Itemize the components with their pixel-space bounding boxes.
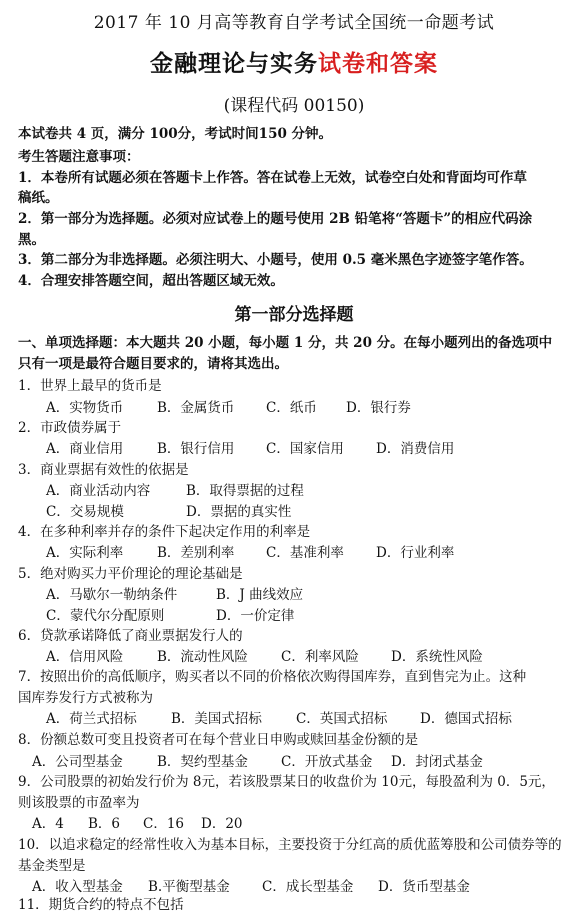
paper-title (0, 45, 588, 78)
answer-option: D．票据的真实性 (186, 504, 292, 520)
section-description: 只有一项是最符合题目要求的，请将其选出。 (18, 356, 288, 372)
question-stem: 1．世界上最早的货币是 (18, 378, 162, 394)
answer-option: B．金属货币 (157, 400, 235, 416)
answer-option: B．J 曲线效应 (216, 587, 304, 603)
course-code: (课程代码 00150) (223, 96, 365, 116)
paper-title-black: 金融理论与实务 (150, 50, 318, 77)
answer-option: A．马歇尔一勒纳条件 (46, 587, 178, 603)
answer-option: D．银行券 (346, 400, 411, 416)
answer-option: B．6 (88, 816, 121, 832)
part1-title: 第一部分选择题 (234, 305, 354, 325)
instruction-line: 稿纸。 (18, 190, 59, 206)
question-stem: 7．按照出价的高低顺序，购买者以不同的价格依次购得国库券，直到售完为止。这种 (18, 669, 527, 685)
answer-option: A．4 (32, 816, 64, 832)
question-stem: 2．市政债券属于 (18, 420, 122, 436)
answer-option: D．消费信用 (376, 441, 455, 457)
answer-option: A．商业活动内容 (46, 483, 151, 499)
answer-option: B.平衡型基金 (148, 879, 230, 895)
answer-option: D．行业利率 (376, 545, 455, 561)
answer-option: C．国家信用 (266, 441, 344, 457)
answer-option: B．差别利率 (157, 545, 235, 561)
answer-option: A．公司型基金 (32, 754, 123, 770)
paper-intro: 本试卷共 4 页，满分 100分，考试时间150 分钟。 (18, 126, 333, 142)
question-stem-continued: 国库券发行方式被称为 (18, 690, 153, 706)
question-stem: 9．公司股票的初始发行价为 8元，若该股票某日的收盘价为 10元，每股盈利为 0．5元， (18, 774, 555, 790)
answer-option: C．纸币 (266, 400, 317, 416)
answer-option: B．银行信用 (157, 441, 235, 457)
instruction-line: 2．第一部分为选择题。必须对应试卷上的题号使用 2B 铅笔将“答题卡”的相应代码涂 (18, 211, 533, 227)
question-stem-continued: 则该股票的市盈率为 (18, 795, 140, 811)
instructions-heading: 考生答题注意事项： (18, 149, 140, 165)
answer-option: A．实物货币 (46, 400, 124, 416)
answer-option: C．蒙代尔分配原则 (46, 608, 165, 624)
question-stem: 5．绝对购买力平价理论的理论基础是 (18, 566, 243, 582)
answer-option: A．荷兰式招标 (46, 711, 137, 727)
answer-option: D．系统性风险 (391, 649, 483, 665)
instruction-line: 4．合理安排答题空间，超出答题区域无效。 (18, 273, 284, 289)
answer-option: C．利率风险 (281, 649, 359, 665)
answer-option: A．收入型基金 (32, 879, 123, 895)
answer-option: C．成长型基金 (262, 879, 354, 895)
answer-option: C．基准利率 (266, 545, 344, 561)
answer-option: B．取得票据的过程 (186, 483, 304, 499)
instruction-line: 3．第二部分为非选择题。必须注明大、小题号，使用 0.5 毫米黑色字迹签字笔作答。 (18, 252, 533, 268)
answer-option: D．德国式招标 (420, 711, 512, 727)
question-stem: 3．商业票据有效性的依据是 (18, 462, 189, 478)
instruction-line: 1．本卷所有试题必须在答题卡上作答。答在试卷上无效，试卷空白处和背面均可作草 (18, 170, 527, 186)
question-stem: 8．份额总数可变且投资者可在每个营业日申购或赎回基金份额的是 (18, 732, 419, 748)
answer-option: C．交易规模 (46, 504, 124, 520)
section-description: 一、单项选择题：本大题共 20 小题，每小题 1 分，共 20 分。在每小题列出的备选项中 (18, 335, 553, 351)
answer-option: C．16 (143, 816, 185, 832)
answer-option: D．20 (201, 816, 243, 832)
answer-option: B．流动性风险 (157, 649, 248, 665)
answer-option: A．信用风险 (46, 649, 124, 665)
answer-option: B．契约型基金 (157, 754, 248, 770)
answer-option: C．英国式招标 (296, 711, 388, 727)
question-stem: 6．贷款承诺降低了商业票据发行人的 (18, 628, 243, 644)
question-stem-continued: 基金类型是 (18, 858, 86, 874)
answer-option: A．商业信用 (46, 441, 124, 457)
answer-option: D．货币型基金 (378, 879, 470, 895)
answer-option: D．一价定律 (216, 608, 295, 624)
exam-header-line: 2017 年 10 月高等教育自学考试全国统一命题考试 (93, 13, 495, 33)
answer-option: B．美国式招标 (171, 711, 262, 727)
question-stem: 10．以追求稳定的经常性收入为基本目标，主要投资于分红高的质优蓝筹股和公司债券等的 (18, 837, 562, 853)
answer-option: C．开放式基金 (281, 754, 373, 770)
question-stem: 11．期货合约的特点不包括 (18, 897, 184, 913)
instruction-line: 黑。 (18, 232, 45, 248)
paper-title-red: 试卷和答案 (318, 50, 438, 77)
answer-option: D．封闭式基金 (391, 754, 483, 770)
answer-option: A．实际利率 (46, 545, 124, 561)
question-stem: 4．在多种利率并存的条件下起决定作用的利率是 (18, 524, 311, 540)
